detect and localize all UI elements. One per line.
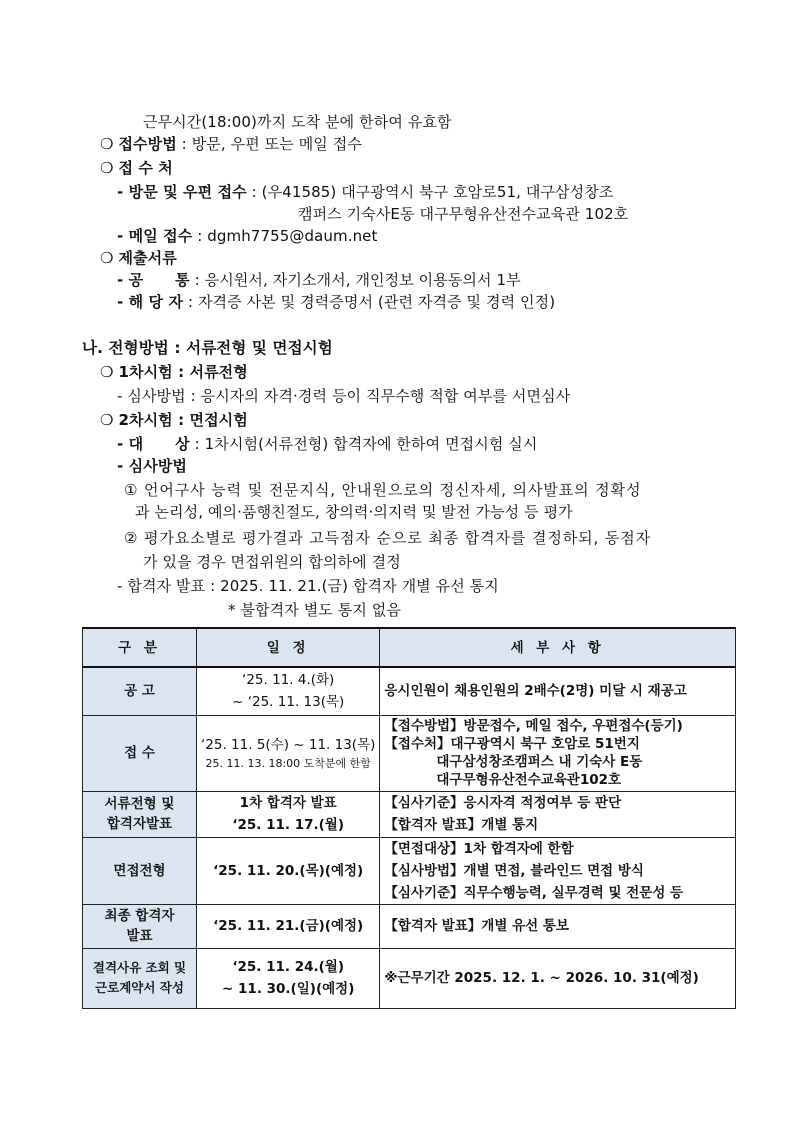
method-line — [100, 134, 362, 154]
circle-bullet-icon: ❍ — [100, 363, 114, 381]
table-row — [83, 715, 736, 791]
row-details — [380, 791, 736, 837]
row-details — [380, 948, 736, 1008]
schedule-line: ‘25. 11. 20.(목)(예정) — [213, 862, 364, 879]
row-details — [380, 715, 736, 791]
target-label: - 대 상 — [117, 435, 190, 453]
criteria-item-2-cont: 가 있을 경우 면접위원의 합의하에 결정 — [143, 553, 401, 571]
row-category: 접 수 — [83, 715, 197, 791]
row-category: 최종 합격자 발표 — [83, 904, 197, 948]
criteria-item-1-cont: 과 논리성, 예의·품행친절도, 창의력·의지력 및 발전 가능성 등 평가 — [135, 503, 573, 521]
visit-value-cont: 캠퍼스 기숙사E동 대구무형유산전수교육관 102호 — [298, 205, 629, 223]
first-exam-label: 1차시험 : 서류전형 — [118, 363, 248, 381]
target-value: : 1차시험(서류전형) 합격자에 한하여 면접시험 실시 — [189, 435, 538, 453]
row-schedule — [197, 715, 380, 791]
rejection-note: * 불합격자 별도 통지 없음 — [228, 601, 401, 619]
docs-line — [100, 248, 177, 268]
row-category: 면접전형 — [83, 837, 197, 904]
visit-value: : (우41585) 대구광역시 북구 호암로51, 대구삼성창조 — [246, 183, 614, 201]
schedule-table — [82, 627, 736, 1009]
row-category: 결격사유 조회 및 근로계약서 작성 — [83, 948, 197, 1008]
schedule-line: ‘25. 11. 5(수) ~ 11. 13(목) — [201, 737, 376, 753]
header-schedule: 일 정 — [197, 628, 380, 667]
announcement-line: - 합격자 발표 : 2025. 11. 21.(금) 합격자 개별 유선 통지 — [117, 577, 499, 595]
visit-line — [117, 182, 613, 202]
place-label: 접 수 처 — [118, 159, 173, 177]
target-line — [117, 434, 537, 454]
row-category: 서류전형 및 합격자발표 — [83, 791, 197, 837]
common-line — [117, 270, 521, 290]
detail-line: 대구무형유산전수교육관102호 — [436, 772, 622, 788]
detail-line: 【심사방법】개별 면접, 블라인드 면접 방식 — [384, 862, 644, 879]
docs-label: 제출서류 — [118, 249, 177, 267]
detail-line: 응시인원이 채용인원의 2배수(2명) 미달 시 재공고 — [384, 683, 687, 700]
header-details: 세 부 사 항 — [380, 628, 736, 667]
applicable-value: : 자격증 사본 및 경력증명서 (관련 자격증 및 경력 인정) — [183, 293, 556, 311]
criteria-item-2: ② 평가요소별로 평가결과 고득점자 순으로 최종 합격자를 결정하되, 동점자 — [124, 529, 652, 547]
table-header-row — [83, 628, 736, 667]
second-exam-label: 2차시험 : 면접시험 — [118, 411, 248, 429]
schedule-line: ~ ‘25. 11. 13(목) — [232, 694, 345, 711]
applicable-label: - 해 당 자 — [117, 293, 184, 311]
second-exam-line — [100, 410, 248, 430]
detail-line: 【접수방법】방문접수, 메일 접수, 우편접수(등기) — [384, 718, 683, 734]
row-schedule — [197, 948, 380, 1008]
row-category: 공 고 — [83, 667, 197, 715]
common-value: : 응시원서, 자기소개서, 개인정보 이용동의서 1부 — [189, 271, 521, 289]
detail-line: ※근무기간 2025. 12. 1. ~ 2026. 10. 31(예정) — [384, 970, 699, 986]
detail-line: 【합격자 발표】개별 통지 — [384, 817, 539, 833]
first-exam-desc: - 심사방법 : 응시자의 자격·경력 등이 직무수행 적합 여부를 서면심사 — [117, 387, 571, 405]
table-row — [83, 791, 736, 837]
applicable-line — [117, 292, 555, 312]
detail-line: 【면접대상】1차 합격자에 한함 — [384, 840, 574, 857]
row-details — [380, 667, 736, 715]
table-row — [83, 667, 736, 715]
place-line — [100, 158, 173, 178]
method-value: : 방문, 우편 또는 메일 접수 — [176, 135, 362, 153]
circle-bullet-icon: ❍ — [100, 159, 114, 177]
method-label: 접수방법 — [118, 135, 177, 153]
detail-line: 【심사기준】응시자격 적정여부 등 판단 — [384, 795, 622, 811]
row-schedule — [197, 791, 380, 837]
schedule-line: ‘25. 11. 17.(월) — [232, 817, 345, 833]
valid-hours-note: 근무시간(18:00)까지 도착 분에 한하여 유효함 — [143, 113, 452, 131]
mail-line — [117, 226, 378, 246]
screen-method-label: - 심사방법 — [117, 457, 188, 475]
schedule-line: ‘25. 11. 21.(금)(예정) — [213, 918, 364, 934]
section-title: 나. 전형방법 : 서류전형 및 면접시험 — [82, 339, 333, 357]
schedule-line: ~ 11. 30.(일)(예정) — [222, 981, 355, 997]
detail-line: 대구삼성창조캠퍼스 내 기숙사 E동 — [436, 754, 643, 770]
schedule-line: 1차 합격자 발표 — [239, 795, 337, 811]
first-exam-line — [100, 362, 248, 382]
mail-label: - 메일 접수 — [117, 227, 193, 245]
table-row — [83, 837, 736, 904]
visit-label: - 방문 및 우편 접수 — [117, 183, 247, 201]
table-row — [83, 948, 736, 1008]
circle-bullet-icon: ❍ — [100, 249, 114, 267]
row-details — [380, 904, 736, 948]
circle-bullet-icon: ❍ — [100, 135, 114, 153]
row-schedule — [197, 837, 380, 904]
detail-line: 【합격자 발표】개별 유선 통보 — [384, 918, 569, 934]
common-label: - 공 통 — [117, 271, 190, 289]
row-details — [380, 837, 736, 904]
schedule-line: ‘25. 11. 24.(월) — [232, 959, 345, 975]
detail-line: 【심사기준】직무수행능력, 실무경력 및 전문성 등 — [384, 884, 684, 901]
header-category: 구 분 — [83, 628, 197, 667]
table-row — [83, 904, 736, 948]
schedule-line: ‘25. 11. 4.(화) — [242, 672, 335, 689]
circle-bullet-icon: ❍ — [100, 411, 114, 429]
criteria-item-1: ① 언어구사 능력 및 전문지식, 안내원으로의 정신자세, 의사발표의 정확성 — [124, 481, 642, 499]
schedule-line: 25. 11. 13. 18:00 도착분에 한함 — [205, 757, 371, 770]
row-schedule — [197, 904, 380, 948]
detail-line: 【접수처】대구광역시 북구 호암로 51번지 — [384, 736, 640, 752]
row-schedule — [197, 667, 380, 715]
mail-value: : dgmh7755@daum.net — [192, 227, 378, 245]
